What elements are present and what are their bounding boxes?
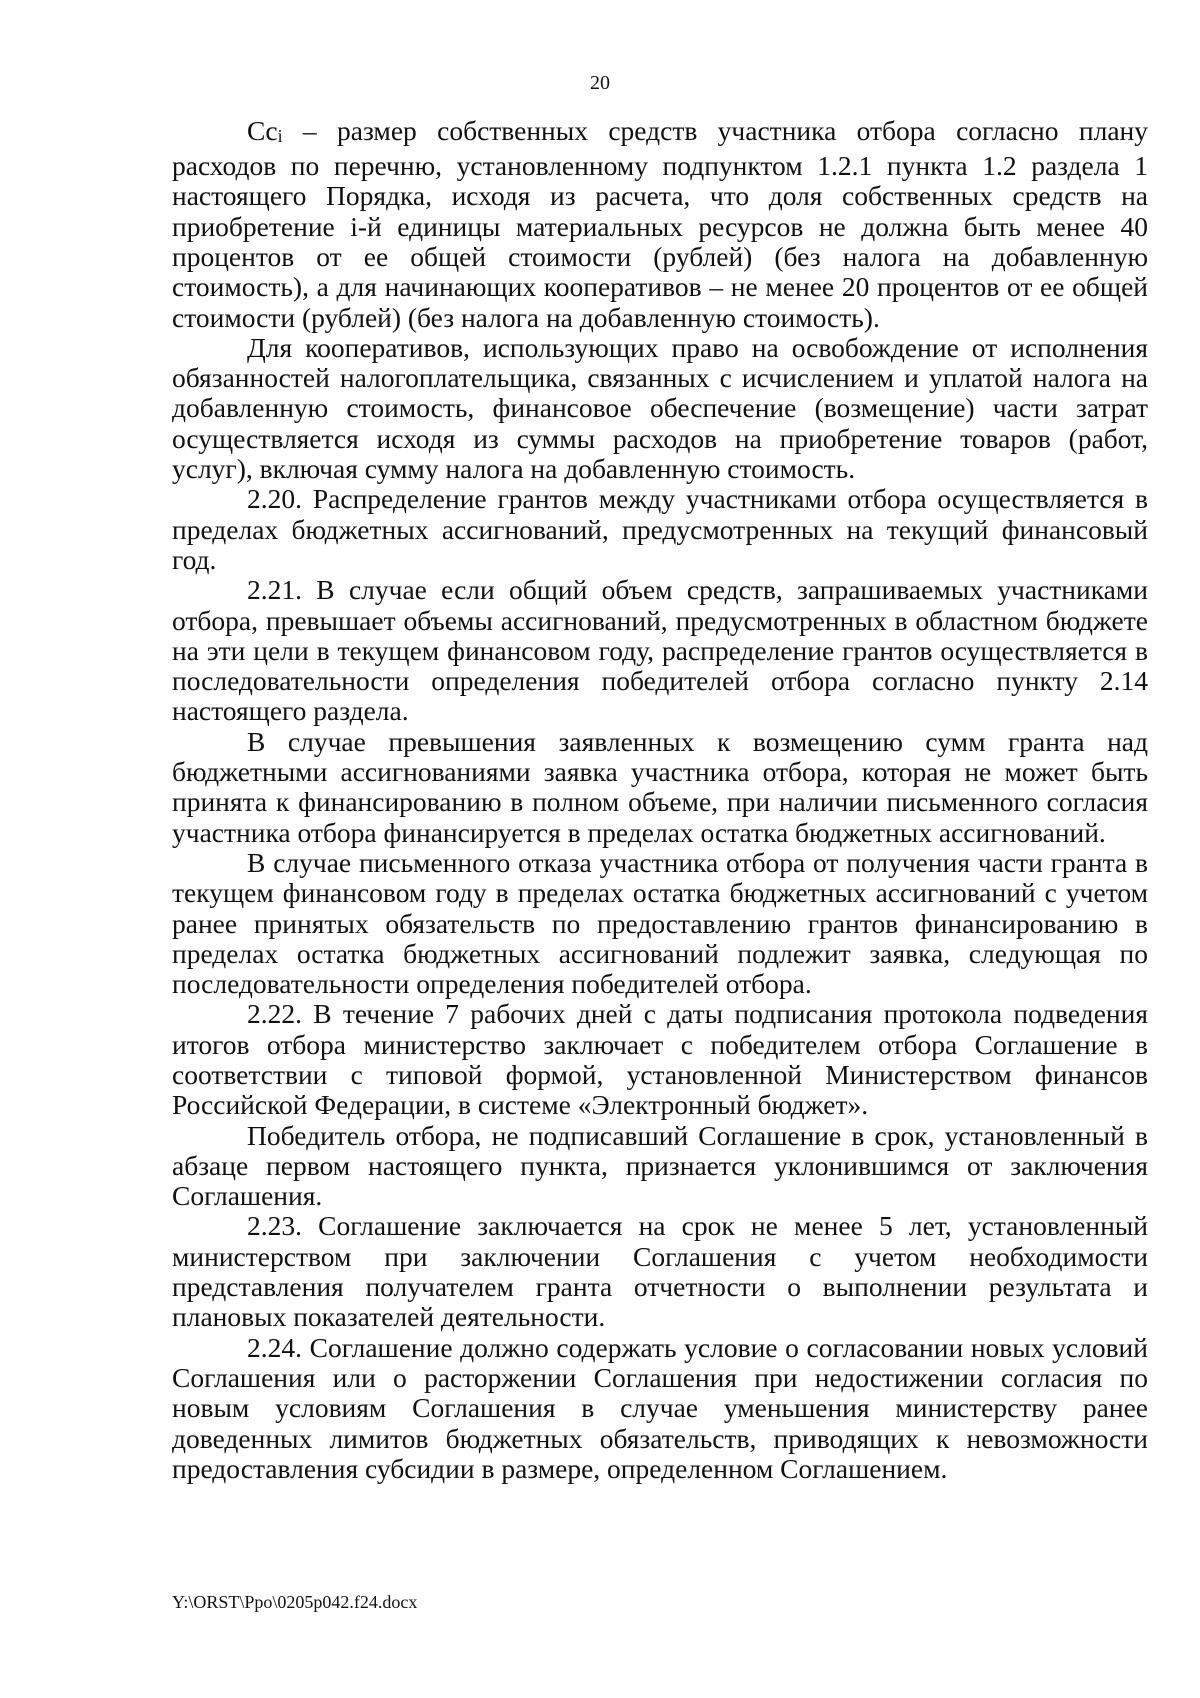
paragraph-2-23: 2.23. Соглашение заключается на срок не менее 5 лет, установленный министерством при заключении Соглашения с учетом необходимости представления получателем гранта отчетности о выполнении результата и плановых показателей деятельности. [172, 1210, 1148, 1333]
paragraph-written-refusal: В случае письменного отказа участника отбора от получения части гранта в текущем финансовом году в пределах остатка бюджетных ассигнований с учетом ранее принятых обязательств по предоставлению грантов финансированию в пределах остатка бюджетных ассигнований подлежит заявка, следующая по последовательности определения победителей отбора. [172, 846, 1148, 1000]
paragraph-vat-exemption: Для кооперативов, использующих право на освобождение от исполнения обязанностей налогоплательщика, связанных с исчислением и уплатой налога на добавленную стоимость, финансовое обеспечение (возмещение) части затрат осуществляется исходя из суммы расходов на приобретение товаров (работ, услуг), включая сумму налога на добавленную стоимость. [172, 331, 1148, 485]
paragraph-grant-excess: В случае превышения заявленных к возмещению сумм гранта над бюджетными ассигнованиями заявка участника отбора, которая не может быть принята к финансированию в полном объеме, при наличии письменного согласия участника отбора финансируется в пределах остатка бюджетных ассигнований. [172, 725, 1148, 848]
cc-subscript: i [277, 125, 283, 146]
paragraph-2-21: 2.21. В случае если общий объем средств, запрашиваемых участниками отбора, превышает объемы ассигнований, предусмотренных в областном бюджете на эти цели в текущем финансовом году, распределение грантов осуществляется в последовательности определения победителей отбора согласно пункту 2.14 настоящего раздела. [172, 574, 1148, 727]
page-number: 20 [590, 72, 610, 94]
paragraph-winner-evasion: Победитель отбора, не подписавший Соглашение в срок, установленный в абзаце первом настоящего пункта, признается уклонившимся от заключения Соглашения. [172, 1119, 1148, 1212]
paragraph-2-24: 2.24. Соглашение должно содержать условие о согласовании новых условий Соглашения или о расторжении Соглашения при недостижении согласия по новым условиям Соглашения в случае уменьшения министерству ранее доведенных лимитов бюджетных обязательств, приводящих к невозможности предоставления субсидии в размере, определенном Соглашением. [172, 1331, 1148, 1484]
file-path-footer: Y:\ORST\Ppo\0205p042.f24.docx [172, 1592, 418, 1612]
document-body [172, 116, 1148, 1484]
cc-symbol: Cc [247, 115, 278, 146]
paragraph-cc-definition [172, 116, 1148, 333]
cc-definition-text: – размер собственных средств участника отбора согласно плану расходов по перечню, установленному подпунктом 1.2.1 пункта 1.2 раздела 1 настоящего Порядка, исходя из расчета, что доля собственных средств на приобретение i-й единицы материальных ресурсов не должна быть менее 40 процентов от ее общей стоимости (рублей) (без налога на добавленную стоимость), а для начинающих кооперативов – не менее 20 процентов от ее общей стоимости (рублей) (без налога на добавленную стоимость). [172, 115, 1148, 333]
paragraph-2-22: 2.22. В течение 7 рабочих дней с даты подписания протокола подведения итогов отбора министерство заключает с победителем отбора Соглашение в соответствии с типовой формой, установленной Министерством финансов Российской Федерации, в системе «Электронный бюджет». [172, 998, 1148, 1121]
paragraph-2-20: 2.20. Распределение грантов между участниками отбора осуществляется в пределах бюджетных ассигнований, предусмотренных на текущий финансовый год. [172, 483, 1148, 575]
